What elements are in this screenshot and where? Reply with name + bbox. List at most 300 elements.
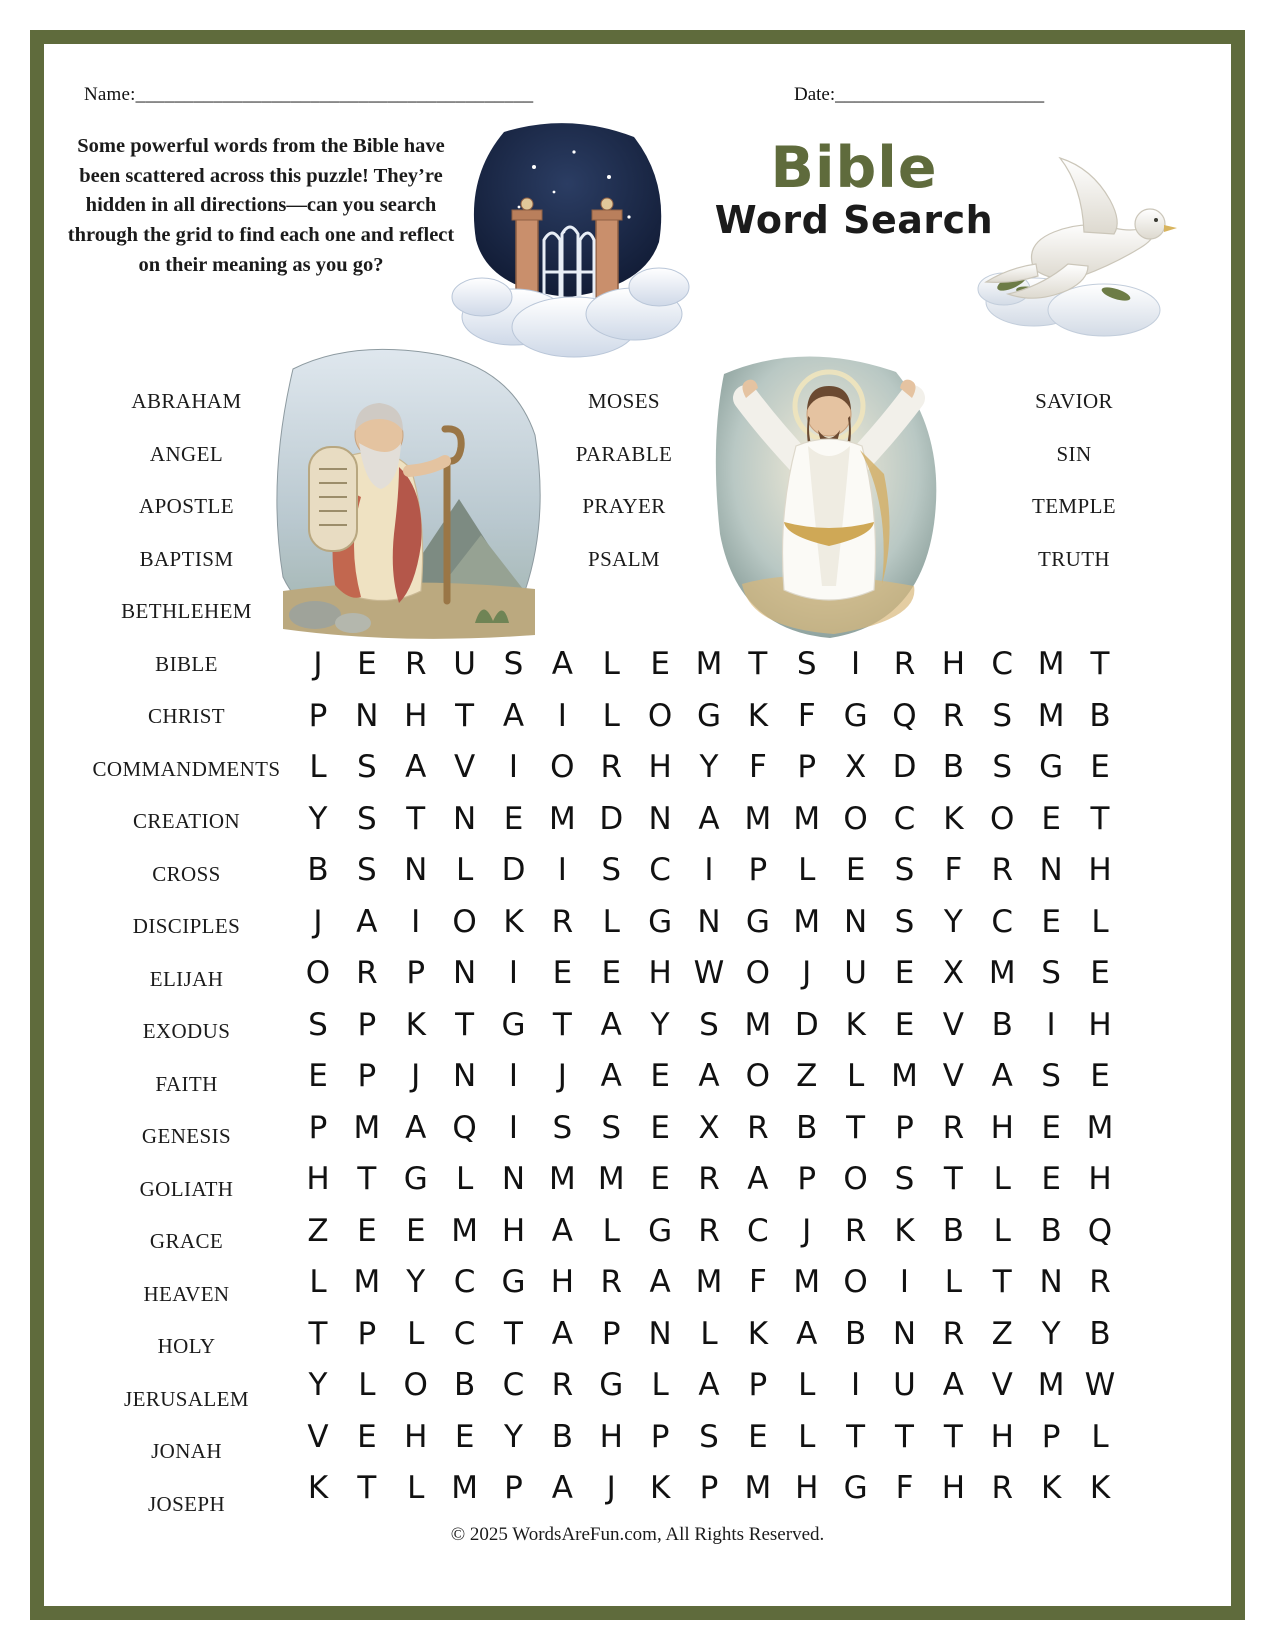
grid-cell[interactable]: M: [744, 800, 772, 837]
grid-cell[interactable]: L: [309, 749, 327, 786]
grid-cell[interactable]: T: [943, 1161, 963, 1198]
grid-cell[interactable]: M: [988, 955, 1016, 992]
grid-cell[interactable]: M: [549, 1161, 576, 1198]
grid-cell[interactable]: Y: [308, 800, 328, 837]
grid-cell[interactable]: A: [502, 697, 525, 734]
grid-cell[interactable]: O: [403, 1367, 428, 1404]
grid-cell[interactable]: R: [942, 1109, 965, 1146]
grid-cell[interactable]: T: [504, 1315, 523, 1352]
grid-cell[interactable]: M: [353, 1264, 381, 1301]
grid-cell[interactable]: L: [798, 852, 816, 889]
grid-cell[interactable]: E: [650, 1161, 670, 1198]
grid-cell[interactable]: E: [650, 1109, 670, 1146]
grid-cell[interactable]: U: [453, 646, 476, 683]
grid-cell[interactable]: O: [990, 800, 1015, 837]
grid-cell[interactable]: L: [700, 1315, 718, 1352]
grid-cell[interactable]: R: [404, 646, 427, 683]
word-item: PRAYER: [582, 494, 666, 518]
grid-cell[interactable]: P: [650, 1418, 670, 1455]
grid-cell[interactable]: M: [695, 1264, 723, 1301]
grid-cell[interactable]: T: [846, 1109, 866, 1146]
grid-cell[interactable]: C: [502, 1367, 525, 1404]
grid-cell[interactable]: S: [894, 852, 915, 889]
grid-cell[interactable]: P: [308, 697, 328, 734]
grid-cell[interactable]: K: [845, 1006, 866, 1043]
grid-cell[interactable]: K: [747, 1315, 769, 1352]
grid-cell[interactable]: M: [597, 1161, 625, 1198]
grid-cell[interactable]: L: [455, 1161, 474, 1198]
grid-cell[interactable]: L: [993, 1161, 1011, 1198]
grid-cell[interactable]: V: [942, 1006, 964, 1043]
grid-cell[interactable]: T: [895, 1418, 914, 1455]
grid-cell[interactable]: G: [501, 1264, 526, 1301]
grid-cell[interactable]: F: [895, 1470, 914, 1507]
grid-cell[interactable]: G: [599, 1367, 624, 1404]
grid-cell[interactable]: J: [557, 1058, 567, 1095]
grid-cell[interactable]: H: [990, 1109, 1014, 1146]
grid-cell[interactable]: L: [358, 1367, 376, 1404]
grid-cell[interactable]: P: [504, 1470, 523, 1507]
grid-cell[interactable]: P: [357, 1315, 377, 1352]
grid-cell[interactable]: S: [357, 749, 377, 786]
grid-cell[interactable]: N: [501, 1161, 526, 1198]
page-content: [44, 44, 1231, 1606]
grid-cell[interactable]: H: [648, 955, 672, 992]
grid-cell[interactable]: O: [843, 1161, 868, 1198]
grid-cell[interactable]: R: [991, 852, 1014, 889]
grid-cell[interactable]: L: [944, 1264, 963, 1301]
grid-cell[interactable]: N: [1039, 852, 1063, 889]
grid-cell[interactable]: J: [313, 646, 323, 683]
grid-cell[interactable]: G: [501, 1006, 526, 1043]
grid-cell[interactable]: H: [404, 1418, 428, 1455]
grid-cell[interactable]: E: [601, 955, 622, 992]
grid-cell[interactable]: C: [453, 1315, 476, 1352]
grid-cell[interactable]: K: [943, 800, 964, 837]
grid-cell[interactable]: R: [600, 749, 623, 786]
grid-cell[interactable]: O: [452, 903, 477, 940]
grid-cell[interactable]: E: [1090, 749, 1110, 786]
grid-cell[interactable]: T: [1090, 800, 1110, 837]
grid-cell[interactable]: T: [1090, 646, 1110, 683]
grid-cell[interactable]: A: [551, 1470, 573, 1507]
grid-cell[interactable]: H: [990, 1418, 1014, 1455]
grid-cell[interactable]: L: [1091, 903, 1109, 940]
grid-cell[interactable]: N: [697, 903, 721, 940]
grid-cell[interactable]: H: [306, 1161, 330, 1198]
grid-cell[interactable]: O: [745, 955, 771, 992]
grid-cell[interactable]: M: [744, 1006, 772, 1043]
grid-cell[interactable]: V: [991, 1367, 1013, 1404]
grid-cell[interactable]: G: [648, 903, 673, 940]
grid-cell[interactable]: Y: [699, 749, 719, 786]
grid-cell[interactable]: G: [1039, 749, 1064, 786]
grid-cell[interactable]: T: [846, 1418, 866, 1455]
grid-cell[interactable]: B: [942, 1212, 965, 1249]
grid-cell[interactable]: I: [508, 955, 519, 992]
grid-cell[interactable]: H: [599, 1418, 623, 1455]
grid-cell[interactable]: B: [1089, 1315, 1111, 1352]
grid-cell[interactable]: L: [798, 1418, 816, 1455]
grid-cell[interactable]: R: [747, 1109, 769, 1146]
grid-cell[interactable]: R: [551, 903, 574, 940]
grid-cell[interactable]: B: [307, 852, 329, 889]
grid-cell[interactable]: V: [307, 1418, 329, 1455]
grid-cell[interactable]: Q: [1087, 1212, 1113, 1249]
grid-cell[interactable]: I: [899, 1264, 910, 1301]
grid-cell[interactable]: H: [404, 697, 428, 734]
grid-cell[interactable]: N: [844, 903, 868, 940]
grid-cell[interactable]: C: [649, 852, 671, 889]
grid-cell[interactable]: V: [454, 749, 476, 786]
grid-cell[interactable]: Y: [1041, 1315, 1061, 1352]
grid-cell[interactable]: S: [699, 1006, 719, 1043]
grid-cell[interactable]: E: [405, 1212, 426, 1249]
grid-cell[interactable]: E: [454, 1418, 475, 1455]
grid-cell[interactable]: Y: [406, 1264, 426, 1301]
grid-cell[interactable]: J: [411, 1058, 421, 1095]
grid-cell[interactable]: K: [503, 903, 524, 940]
grid-cell[interactable]: A: [942, 1367, 964, 1404]
grid-cell[interactable]: T: [943, 1418, 963, 1455]
grid-cell[interactable]: C: [991, 646, 1014, 683]
grid-cell[interactable]: F: [797, 697, 816, 734]
date-field-label[interactable]: Date:______________________: [794, 84, 1045, 105]
grid-cell[interactable]: M: [891, 1058, 918, 1095]
grid-cell[interactable]: P: [357, 1058, 377, 1095]
grid-cell[interactable]: P: [895, 1109, 914, 1146]
grid-cell[interactable]: I: [1046, 1006, 1056, 1043]
grid-cell[interactable]: C: [893, 800, 916, 837]
grid-cell[interactable]: N: [453, 800, 477, 837]
grid-cell[interactable]: L: [602, 697, 620, 734]
grid-cell[interactable]: B: [1089, 697, 1111, 734]
grid-cell[interactable]: M: [451, 1212, 478, 1249]
grid-cell[interactable]: S: [601, 852, 622, 889]
grid-cell[interactable]: B: [942, 749, 965, 786]
grid-cell[interactable]: T: [308, 1315, 328, 1352]
grid-cell[interactable]: R: [698, 1212, 720, 1249]
grid-cell[interactable]: P: [797, 749, 817, 786]
grid-cell[interactable]: G: [745, 903, 770, 940]
grid-cell[interactable]: L: [798, 1367, 816, 1404]
grid-cell[interactable]: I: [411, 903, 421, 940]
grid-cell[interactable]: A: [405, 749, 427, 786]
grid-cell[interactable]: T: [455, 697, 475, 734]
grid-cell[interactable]: G: [403, 1161, 428, 1198]
grid-cell[interactable]: M: [353, 1109, 381, 1146]
grid-cell[interactable]: E: [894, 1006, 915, 1043]
grid-cell[interactable]: H: [501, 1212, 526, 1249]
grid-cell[interactable]: I: [704, 852, 714, 889]
grid-cell[interactable]: M: [451, 1470, 478, 1507]
grid-cell[interactable]: W: [693, 955, 725, 992]
grid-cell[interactable]: Y: [308, 1367, 328, 1404]
grid-cell[interactable]: I: [508, 1058, 519, 1095]
grid-cell[interactable]: A: [405, 1109, 427, 1146]
grid-cell[interactable]: B: [453, 1367, 476, 1404]
grid-cell[interactable]: E: [357, 1418, 377, 1455]
grid-cell[interactable]: S: [357, 800, 377, 837]
grid-cell[interactable]: R: [356, 955, 378, 992]
grid-cell[interactable]: E: [1041, 1109, 1061, 1146]
grid-row: [294, 1412, 1124, 1464]
grid-cell[interactable]: A: [991, 1058, 1013, 1095]
grid-cell[interactable]: H: [795, 1470, 819, 1507]
grid-cell[interactable]: S: [601, 1109, 622, 1146]
grid-cell[interactable]: A: [600, 1006, 622, 1043]
grid-cell[interactable]: K: [307, 1470, 329, 1507]
grid-cell[interactable]: X: [698, 1109, 720, 1146]
grid-cell[interactable]: B: [796, 1109, 818, 1146]
grid-cell[interactable]: R: [600, 1264, 623, 1301]
grid-cell[interactable]: S: [699, 1418, 719, 1455]
grid-cell[interactable]: E: [894, 955, 915, 992]
grid-cell[interactable]: H: [1088, 1161, 1112, 1198]
grid-cell[interactable]: I: [851, 646, 861, 683]
grid-cell[interactable]: M: [793, 1264, 821, 1301]
grid-cell[interactable]: K: [649, 1470, 671, 1507]
grid-cell[interactable]: A: [649, 1264, 671, 1301]
grid-cell[interactable]: L: [1091, 1418, 1109, 1455]
grid-cell[interactable]: F: [944, 852, 963, 889]
grid-cell[interactable]: T: [748, 646, 768, 683]
grid-cell[interactable]: S: [1041, 1058, 1061, 1095]
grid-cell[interactable]: H: [941, 646, 966, 683]
grid-cell[interactable]: E: [357, 1212, 377, 1249]
grid-cell[interactable]: F: [748, 749, 767, 786]
grid-cell[interactable]: T: [552, 1006, 572, 1043]
word-item: ELIJAH: [149, 966, 224, 991]
name-field-label[interactable]: Name:_________________________________________: [84, 84, 534, 105]
grid-cell[interactable]: V: [942, 1058, 964, 1095]
grid-cell[interactable]: Y: [943, 903, 963, 940]
grid-cell[interactable]: S: [503, 646, 524, 683]
grid-cell[interactable]: A: [600, 1058, 622, 1095]
grid-cell[interactable]: T: [406, 800, 426, 837]
word-item: JERUSALEM: [124, 1386, 249, 1411]
grid-cell[interactable]: S: [1041, 955, 1061, 992]
grid-cell[interactable]: F: [748, 1264, 767, 1301]
grid-cell[interactable]: M: [1086, 1109, 1114, 1146]
grid-cell[interactable]: S: [357, 852, 377, 889]
grid-cell[interactable]: O: [550, 749, 575, 786]
grid-cell[interactable]: B: [991, 1006, 1013, 1043]
grid-cell[interactable]: J: [802, 955, 812, 992]
grid-cell[interactable]: M: [793, 903, 821, 940]
word-item: PARABLE: [575, 441, 673, 466]
grid-cell[interactable]: H: [941, 1470, 966, 1507]
grid-cell[interactable]: H: [1088, 852, 1112, 889]
grid-cell[interactable]: R: [942, 1315, 965, 1352]
grid-cell[interactable]: D: [794, 1006, 819, 1043]
grid-cell[interactable]: I: [851, 1367, 861, 1404]
grid-cell[interactable]: G: [843, 697, 868, 734]
grid-cell[interactable]: A: [698, 1367, 720, 1404]
grid-cell[interactable]: E: [748, 1418, 768, 1455]
grid-cell[interactable]: L: [651, 1367, 669, 1404]
grid-cell[interactable]: A: [551, 646, 573, 683]
grid-cell[interactable]: J: [802, 1212, 812, 1249]
grid-cell[interactable]: Y: [650, 1006, 670, 1043]
grid-cell[interactable]: B: [551, 1418, 574, 1455]
grid-cell[interactable]: S: [894, 903, 915, 940]
grid-cell[interactable]: N: [1039, 1264, 1063, 1301]
grid-cell[interactable]: L: [309, 1264, 327, 1301]
grid-cell[interactable]: W: [1084, 1367, 1116, 1404]
grid-cell[interactable]: T: [455, 1006, 475, 1043]
grid-cell[interactable]: S: [992, 749, 1013, 786]
grid-cell[interactable]: L: [407, 1315, 425, 1352]
grid-cell[interactable]: R: [698, 1161, 720, 1198]
grid-cell[interactable]: G: [648, 1212, 673, 1249]
grid-cell[interactable]: P: [1041, 1418, 1061, 1455]
grid-cell[interactable]: E: [1041, 903, 1061, 940]
grid-cell[interactable]: J: [606, 1470, 616, 1507]
grid-cell[interactable]: B: [844, 1315, 867, 1352]
grid-cell[interactable]: E: [845, 852, 866, 889]
grid-cell[interactable]: E: [308, 1058, 328, 1095]
grid-cell[interactable]: A: [747, 1161, 769, 1198]
grid-cell[interactable]: P: [699, 1470, 719, 1507]
grid-cell[interactable]: P: [748, 852, 768, 889]
grid-cell[interactable]: T: [992, 1264, 1012, 1301]
grid-cell[interactable]: L: [407, 1470, 425, 1507]
grid-cell[interactable]: N: [355, 697, 379, 734]
grid-cell[interactable]: D: [501, 852, 526, 889]
grid-cell[interactable]: I: [508, 1109, 519, 1146]
grid-cell[interactable]: O: [843, 800, 868, 837]
grid-cell[interactable]: N: [453, 955, 477, 992]
grid-cell[interactable]: N: [648, 800, 672, 837]
grid-cell[interactable]: U: [893, 1367, 916, 1404]
grid-cell[interactable]: O: [745, 1058, 771, 1095]
grid-cell[interactable]: A: [551, 1315, 573, 1352]
name-date-row: [44, 84, 1231, 114]
grid-cell[interactable]: S: [308, 1006, 328, 1043]
grid-cell[interactable]: L: [602, 646, 620, 683]
grid-cell[interactable]: Z: [991, 1315, 1013, 1352]
grid-cell[interactable]: Q: [892, 697, 917, 734]
grid-cell[interactable]: N: [404, 852, 428, 889]
grid-cell[interactable]: R: [1089, 1264, 1111, 1301]
grid-cell[interactable]: L: [602, 903, 620, 940]
grid-cell[interactable]: U: [844, 955, 867, 992]
grid-cell[interactable]: D: [599, 800, 624, 837]
grid-cell[interactable]: H: [648, 749, 672, 786]
grid-cell[interactable]: K: [747, 697, 769, 734]
grid-cell[interactable]: X: [845, 749, 867, 786]
grid-cell[interactable]: M: [1037, 697, 1065, 734]
grid-cell[interactable]: J: [313, 903, 323, 940]
grid-cell[interactable]: T: [357, 1470, 377, 1507]
grid-cell[interactable]: Q: [452, 1109, 477, 1146]
grid-cell[interactable]: E: [650, 1058, 670, 1095]
grid-cell[interactable]: G: [696, 697, 722, 734]
grid-cell[interactable]: D: [892, 749, 917, 786]
grid-cell[interactable]: N: [453, 1058, 477, 1095]
grid-cell[interactable]: N: [648, 1315, 672, 1352]
grid-cell[interactable]: R: [991, 1470, 1014, 1507]
grid-cell[interactable]: I: [557, 852, 567, 889]
grid-cell[interactable]: R: [942, 697, 965, 734]
grid-cell[interactable]: C: [453, 1264, 476, 1301]
grid-cell[interactable]: E: [1090, 1058, 1110, 1095]
grid-cell[interactable]: L: [455, 852, 474, 889]
grid-cell[interactable]: M: [695, 646, 723, 683]
grid-cell[interactable]: K: [1089, 1470, 1111, 1507]
grid-cell[interactable]: K: [1040, 1470, 1062, 1507]
grid-cell[interactable]: R: [893, 646, 916, 683]
grid-row: [294, 897, 1124, 949]
grid-cell[interactable]: O: [647, 697, 673, 734]
grid-cell[interactable]: L: [846, 1058, 865, 1095]
grid-cell[interactable]: A: [356, 903, 378, 940]
grid-cell[interactable]: L: [602, 1212, 620, 1249]
word-item: HEAVEN: [143, 1281, 230, 1306]
grid-cell[interactable]: I: [508, 749, 519, 786]
grid-cell[interactable]: Z: [796, 1058, 818, 1095]
grid-cell[interactable]: S: [796, 646, 817, 683]
grid-cell[interactable]: E: [552, 955, 573, 992]
grid-cell[interactable]: M: [744, 1470, 772, 1507]
grid-cell[interactable]: G: [843, 1470, 868, 1507]
grid-cell[interactable]: K: [405, 1006, 426, 1043]
grid-cell[interactable]: E: [1041, 1161, 1061, 1198]
grid-cell[interactable]: O: [843, 1264, 868, 1301]
grid-cell[interactable]: P: [308, 1109, 328, 1146]
grid-cell[interactable]: E: [503, 800, 524, 837]
grid-cell[interactable]: P: [797, 1161, 817, 1198]
grid-cell[interactable]: H: [550, 1264, 575, 1301]
grid-cell[interactable]: X: [942, 955, 964, 992]
grid-cell[interactable]: A: [796, 1315, 818, 1352]
grid-cell[interactable]: M: [793, 800, 821, 837]
grid-cell[interactable]: M: [1037, 646, 1065, 683]
grid-cell[interactable]: O: [305, 955, 331, 992]
grid-cell[interactable]: Y: [504, 1418, 523, 1455]
grid-cell[interactable]: A: [698, 800, 720, 837]
grid-cell[interactable]: C: [747, 1212, 769, 1249]
grid-cell[interactable]: L: [993, 1212, 1011, 1249]
grid-cell[interactable]: P: [357, 1006, 377, 1043]
grid-cell[interactable]: P: [601, 1315, 621, 1352]
grid-cell[interactable]: E: [650, 646, 670, 683]
grid-cell[interactable]: P: [406, 955, 426, 992]
grid-cell[interactable]: M: [1037, 1367, 1065, 1404]
grid-cell[interactable]: A: [551, 1212, 573, 1249]
grid-cell[interactable]: B: [1040, 1212, 1062, 1249]
grid-cell[interactable]: I: [557, 697, 567, 734]
grid-cell[interactable]: T: [357, 1161, 377, 1198]
grid-cell[interactable]: Z: [307, 1212, 329, 1249]
grid-cell[interactable]: S: [552, 1109, 573, 1146]
grid-cell[interactable]: M: [549, 800, 576, 837]
grid-cell[interactable]: C: [991, 903, 1014, 940]
grid-cell[interactable]: A: [698, 1058, 720, 1095]
grid-cell[interactable]: K: [894, 1212, 915, 1249]
grid-cell[interactable]: S: [992, 697, 1013, 734]
grid-cell[interactable]: R: [551, 1367, 574, 1404]
grid-cell[interactable]: R: [844, 1212, 867, 1249]
grid-cell[interactable]: S: [894, 1161, 915, 1198]
grid-cell[interactable]: P: [748, 1367, 768, 1404]
grid-cell[interactable]: E: [1090, 955, 1110, 992]
grid-cell[interactable]: N: [892, 1315, 917, 1352]
grid-cell[interactable]: E: [1041, 800, 1061, 837]
grid-cell[interactable]: E: [357, 646, 377, 683]
grid-cell[interactable]: H: [1088, 1006, 1112, 1043]
